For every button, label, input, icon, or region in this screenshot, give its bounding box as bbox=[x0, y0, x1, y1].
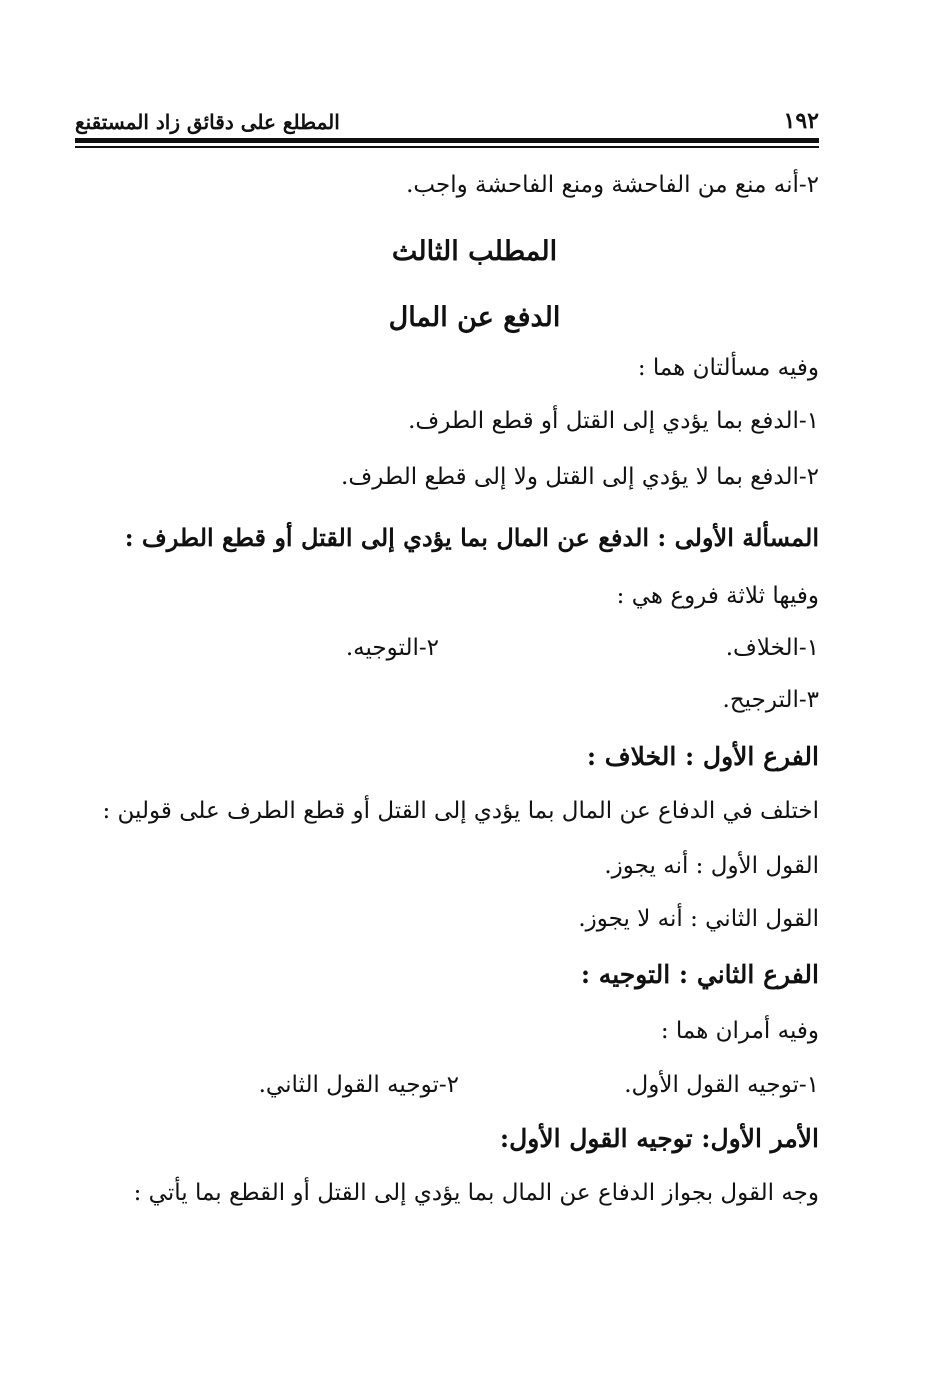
book-title: المطلع على دقائق زاد المستقنع bbox=[75, 110, 340, 134]
list-item: ٢-الدفع بما لا يؤدي إلى القتل ولا إلى قطع الطرف. bbox=[341, 464, 819, 490]
list-item: ١-الخلاف. bbox=[725, 635, 819, 661]
header-rule-thick bbox=[75, 138, 819, 143]
header-rule-thin bbox=[75, 146, 819, 148]
running-header bbox=[75, 100, 819, 134]
text-line: وفيها ثلاثة فروع هي : bbox=[616, 583, 819, 609]
text-line: اختلف في الدفاع عن المال بما يؤدي إلى القتل أو قطع الطرف على قولين : bbox=[102, 798, 819, 824]
list-item: ٣-الترجيح. bbox=[722, 687, 819, 713]
text-line: القول الأول : أنه يجوز. bbox=[604, 853, 819, 879]
section-subtitle: الدفع عن المال bbox=[388, 302, 561, 333]
branch-heading: الفرع الأول : الخلاف : bbox=[586, 742, 819, 771]
branch-heading: الفرع الثاني : التوجيه : bbox=[580, 960, 819, 989]
text-line: وجه القول بجواز الدفاع عن المال بما يؤدي إلى القتل أو القطع بما يأتي : bbox=[133, 1180, 819, 1206]
list-item: ١-الدفع بما يؤدي إلى القتل أو قطع الطرف. bbox=[408, 408, 819, 434]
page-number: ١٩٢ bbox=[783, 108, 819, 134]
text-line: وفيه مسألتان هما : bbox=[637, 355, 819, 381]
section-title: المطلب الثالث bbox=[391, 236, 558, 267]
list-item: ١-توجيه القول الأول. bbox=[624, 1072, 819, 1098]
text-line: ٢-أنه منع من الفاحشة ومنع الفاحشة واجب. bbox=[406, 172, 819, 198]
text-line: القول الثاني : أنه لا يجوز. bbox=[578, 906, 819, 932]
issue-heading: المسألة الأولى : الدفع عن المال بما يؤدي إلى القتل أو قطع الطرف : bbox=[124, 523, 819, 552]
matter-heading: الأمر الأول: توجيه القول الأول: bbox=[499, 1124, 819, 1153]
text-line: وفيه أمران هما : bbox=[660, 1018, 819, 1044]
list-item: ٢-توجيه القول الثاني. bbox=[258, 1072, 459, 1098]
list-item: ٢-التوجيه. bbox=[345, 635, 439, 661]
